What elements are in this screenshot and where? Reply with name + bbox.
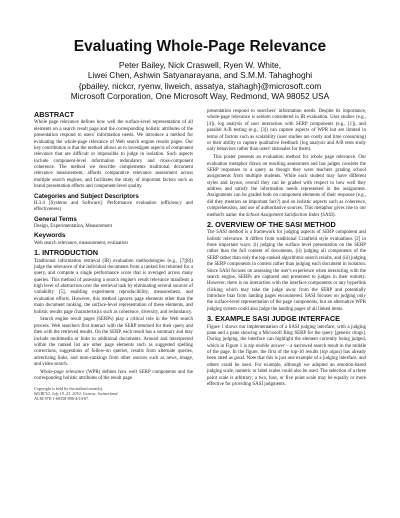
authors-line-2: Liwei Chen, Ashwin Satyanarayana, and S.M.M. Tahaghoghi <box>87 70 313 81</box>
categories-text: H.3.4 [Systems and Software]: Performance evaluation (efficiency and effectiveness) <box>34 200 193 213</box>
two-column-body <box>34 109 366 402</box>
copyright-notice <box>34 386 193 402</box>
intro-paragraph-3-rest: (WPR) defines how well SERP components and the corresponding holistic attributes of the result page <box>34 369 193 382</box>
paper-header <box>34 38 366 102</box>
abstract-text: Whole page relevance defines how well the surface-level representation of all elements on a search result page and the corresponding holistic attributes of the presentation respond to users' information needs. We introduce a method for evaluating the whole-page relevance of Web search engine results pages. Our key contribution is that the method allows us to investigate aspects of component relevance that are difficult or impossible to judge in isolation. Such aspects include component-level information redundancy and cross-component coherence. The method we describe complements traditional document relevance measurement, affords comparative relevance assessment across multiple search engines, and facilitates the study of important factors such as brand presentation effects and component-level quality. <box>34 120 193 190</box>
right-paragraph-1: presentation respond to searchers' information needs. Despite its importance, whole-page relevance is seldom considered in IR evaluation. User studies (e.g., [4]), log analysis of user interaction with SERP components (e.g., [1]), and parallel A/B testing (e.g., [3]) can capture aspects of WPR but are limited in terms of factors such as scalability (user studies are costly and time consuming) or their ability to capture qualitative feedback (log analysis and A/B tests study only behaviors rather than users' rationales for them). <box>207 109 366 153</box>
intro-paragraph-3 <box>34 370 193 383</box>
general-terms-heading: General Terms <box>34 215 77 223</box>
copyright-line-1: Copyright is held by the author/owner(s). <box>34 385 104 391</box>
author-emails: {pbailey, nickcr, ryenw, liweich, assatya, stahagh}@microsoft.com <box>78 80 322 91</box>
section-2-text: The SASI method is a framework for judging aspects of SERP component and holistic relevance. It differs from traditional Cranfield style evaluations [2] in three important ways: (i) judging the surface level presentation on the SERP rather than the full content of documents, (ii) judging all components of the SERP rather than only the top-ranked algorithmic search results, and (iii) judging the SERP components in context rather than judging each document in isolation. Since SASI focuses on assessing the user's experience when interacting with the search engine, SERPs are captured and presented to judges in their entirety. However, there is no interaction with the interface components or any hyperlink clicking which may take the judge away from the SERP and potentially introduce bias from landing pages encountered. SASI focuses on judging only the surface-level representation of the page components, but an alternative WPR judging system could also judge the landing pages of all linked items. <box>207 230 366 312</box>
author-affiliation: Microsoft Corporation, One Microsoft Way, Redmond, WA 98052 USA <box>70 91 330 102</box>
introduction-heading: 1. INTRODUCTION <box>34 248 99 258</box>
copyright-line-2: SIGIR'10, July 19–23, 2010, Geneva, Switzerland. <box>34 391 119 397</box>
section-2-heading: 2. OVERVIEW OF THE SASI METHOD <box>207 219 336 229</box>
intro-paragraph-2: Search engine result pages (SERPs) play a critical role in the Web search process. Web searchers first interact with the SERP returned for their query and then with the retrieved results. On the SERP, each result has a summary and may include multimedia or links to additional documents. Around and interspersed within the ranked list are other page elements such as suggested spelling corrections, suggestions of follow-on queries, results from alternate queries, advertising links, and mini-rankings from other sources such as news, image, and video search. <box>34 317 193 367</box>
copyright-line-3: ACM 978-1-60558-896-4/10/07. <box>34 396 90 402</box>
categories-heading: Categories and Subject Descriptors <box>34 192 139 200</box>
right-paragraph-2: This poster presents an evaluation method for whole page relevance. Our evaluation metaphor draws on teaching assessment and has judges consider the SERP responses to a query as though they were teachers grading school assignments from multiple students. While each student may have different styles and layout, overall they can be graded with respect to how well they address and satisfy the information needs represented in the assignment. Assignments can be graded both on component elements of their response (e.g., did they mention an important fact?) and on holistic aspects such as coherence, comprehension, and use of authoritative sources. This metaphor gives rise to our method's name: the School Assignment Satisfaction Index (SASI). <box>207 155 366 218</box>
whole-page-relevance-term: Whole-page relevance <box>40 369 85 375</box>
right-column <box>207 109 366 402</box>
keywords-text: Web search relevance, measurement, evaluation <box>34 240 128 246</box>
sasi-expansion: School Assignment Satisfaction Index <box>246 212 320 218</box>
paper-title: Evaluating Whole-Page Relevance <box>73 38 327 55</box>
intro-paragraph-1: Traditional information retrieval (IR) evaluation methodologies (e.g., [7][8]) judge the relevance of the individual documents from a ranked list returned for a query, and compute a single performance score that is averaged across many queries. This method of assessing a search engine's result relevance manifests a high level of abstraction over the retrieval task by eliminating several sources of variability [5], enabling experiment reproducibility, measurement, and evaluation efforts. However, this method ignores page elements other than the main document ranking, the surface-level representation of these elements, and holistic results page characteristics such as coherence, diversity, and redundancy. <box>34 258 193 315</box>
left-column <box>34 109 193 402</box>
keywords-heading: Keywords <box>34 232 66 240</box>
authors-line-1: Peter Bailey, Nick Craswell, Ryen W. White, <box>118 60 282 70</box>
general-terms-text: Design, Experimentation, Measurement <box>34 224 112 229</box>
section-3-heading: 3. EXAMPLE SASI JUDGE INTERFACE <box>207 314 340 324</box>
section-3-text: Figure 1 shows our implementation of a SASI judging interface, with a judging pane and a pane showing a Microsoft Bing SERP for the query [generic drugs]. During judging, the interface can highlight the element currently being judged, which in Figure 1 is top mobile answer – a narrowed search result in the middle of the page. In the figure, the first of the top-10 results (top algos) has already been rated as good. Note that this is just one example of a judging interface, and others could be used. For example, although we adopted an emotion-based judging scale, numeric or label scales could also be used. The selection of a three point scale is arbitrary; a two, four, or five point scale may be equally or more effective for providing SASI judgments. <box>207 324 367 387</box>
abstract-heading: ABSTRACT <box>34 110 75 119</box>
